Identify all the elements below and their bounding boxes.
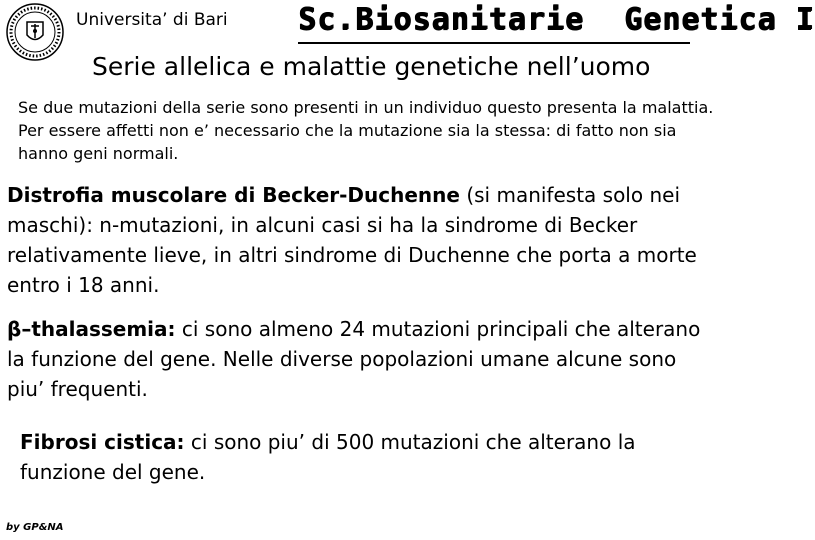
disease-description: ci sono piu’ di 500 mutazioni che alterano la funzione del gene. [20,430,636,484]
intro-paragraph: Se due mutazioni della serie sono presenti in un individuo questo presenta la malattia. Per essere affetti non e’ necessario che la mutazione sia la stessa: di fatto non sia hanno geni normali. [18,98,714,163]
disease-term: Distrofia muscolare di Becker-Duchenne [7,183,460,207]
disease-item-beta-thalassemia [7,314,717,404]
course-banner [298,2,815,37]
course-program: Sc.Biosanitarie [298,2,584,37]
university-seal-icon [5,2,65,62]
disease-item-becker-duchenne [7,180,717,300]
slide-title: Serie allelica e malattie genetiche nell’uomo [92,52,651,81]
disease-description: ci sono almeno 24 mutazioni principali che alterano la funzione del gene. Nelle diverse popolazioni umane alcune sono piu’ frequenti. [7,317,701,401]
course-subject: Genetica I [623,2,815,37]
university-name: Universita’ di Bari [76,10,228,30]
disease-item-cystic-fibrosis [20,427,710,487]
disease-term: Fibrosi cistica: [20,430,185,454]
disease-description: (si manifesta solo nei maschi): n-mutazioni, in alcuni casi si ha la sindrome di Becker relativamente lieve, in altri sindrome di Duchenne che porta a morte entro i 18 anni. [7,183,697,297]
author-credit: by GP&NA [6,522,64,533]
banner-underline [298,42,690,44]
disease-term: β–thalassemia: [7,317,176,341]
